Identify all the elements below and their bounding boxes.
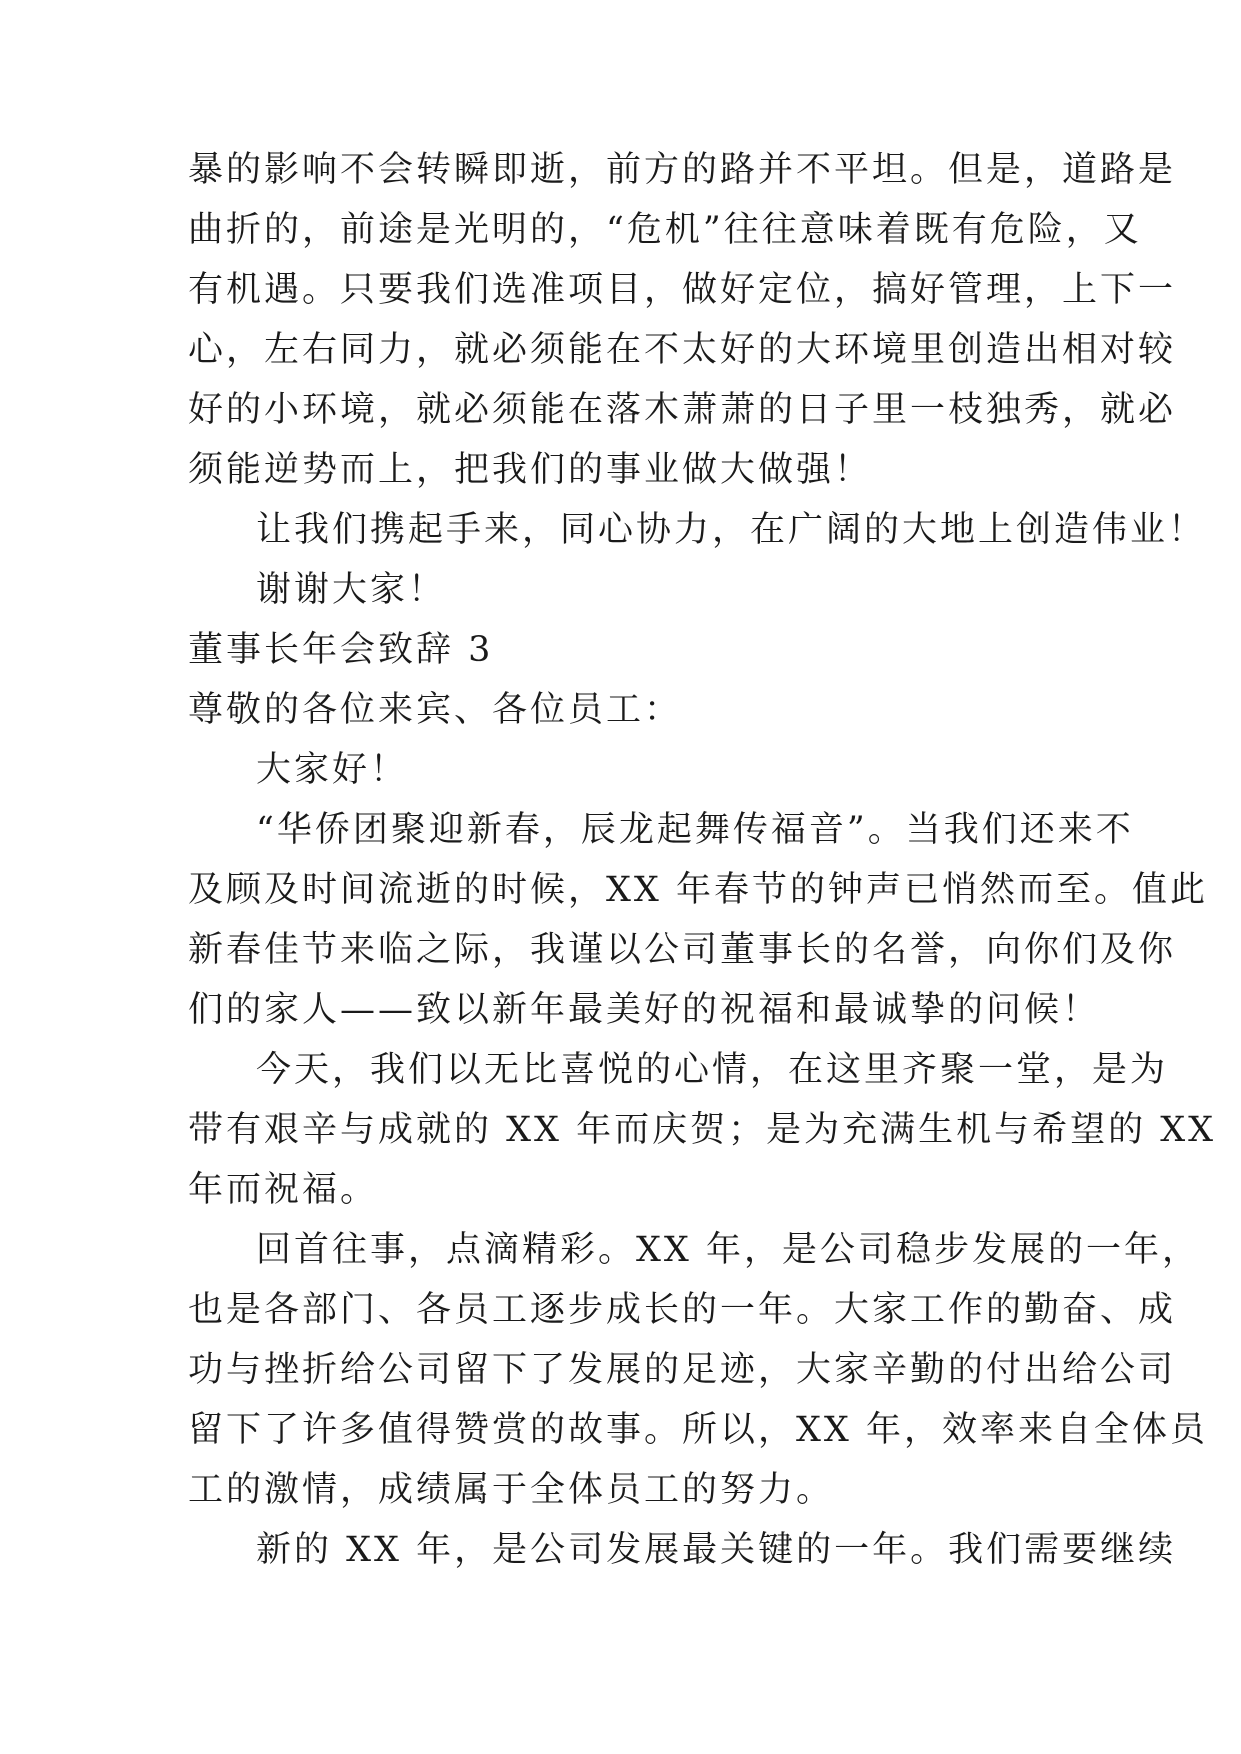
text-line: 有机遇。只要我们选准项目，做好定位，搞好管理，上下一 (188, 270, 1177, 310)
text-line: “华侨团聚迎新春，辰龙起舞传福音”。当我们还来不 (256, 810, 1134, 850)
text-line: 须能逆势而上，把我们的事业做大做强！ (188, 450, 873, 490)
text-line: 心，左右同力，就必须能在不太好的大环境里创造出相对较 (188, 330, 1177, 370)
text-line: 们的家人——致以新年最美好的祝福和最诚挚的问候！ (188, 990, 1101, 1030)
text-line: 带有艰辛与成就的 XX 年而庆贺；是为充满生机与希望的 XX (188, 1110, 1217, 1150)
text-line: 及顾及时间流逝的时候，XX 年春节的钟声已悄然而至。值此 (188, 870, 1208, 910)
text-line: 好的小环境，就必须能在落木萧萧的日子里一枝独秀，就必 (188, 390, 1177, 430)
text-line: 回首往事，点滴精彩。XX 年，是公司稳步发展的一年， (256, 1230, 1200, 1270)
text-line: 暴的影响不会转瞬即逝，前方的路并不平坦。但是，道路是 (188, 150, 1177, 190)
text-line: 新春佳节来临之际，我谨以公司董事长的名誉，向你们及你 (188, 930, 1177, 970)
text-line: 曲折的，前途是光明的，“危机”往往意味着既有危险，又 (188, 210, 1142, 250)
text-line: 工的激情，成绩属于全体员工的努力。 (188, 1470, 835, 1510)
salutation: 尊敬的各位来宾、各位员工： (188, 690, 683, 730)
text-line: 留下了许多值得赞赏的故事。所以，XX 年，效率来自全体员 (188, 1410, 1208, 1450)
text-line: 谢谢大家！ (256, 570, 447, 610)
text-line: 新的 XX 年，是公司发展最关键的一年。我们需要继续 (256, 1530, 1177, 1570)
text-line: 年而祝福。 (188, 1170, 379, 1210)
section-heading: 董事长年会致辞 3 (188, 630, 494, 670)
text-line: 功与挫折给公司留下了发展的足迹，大家辛勤的付出给公司 (188, 1350, 1177, 1390)
text-line: 让我们携起手来，同心协力，在广阔的大地上创造伟业！ (256, 510, 1207, 550)
greeting: 大家好！ (256, 750, 409, 790)
text-line: 今天，我们以无比喜悦的心情，在这里齐聚一堂，是为 (256, 1050, 1169, 1090)
text-line: 也是各部门、各员工逐步成长的一年。大家工作的勤奋、成 (188, 1290, 1177, 1330)
